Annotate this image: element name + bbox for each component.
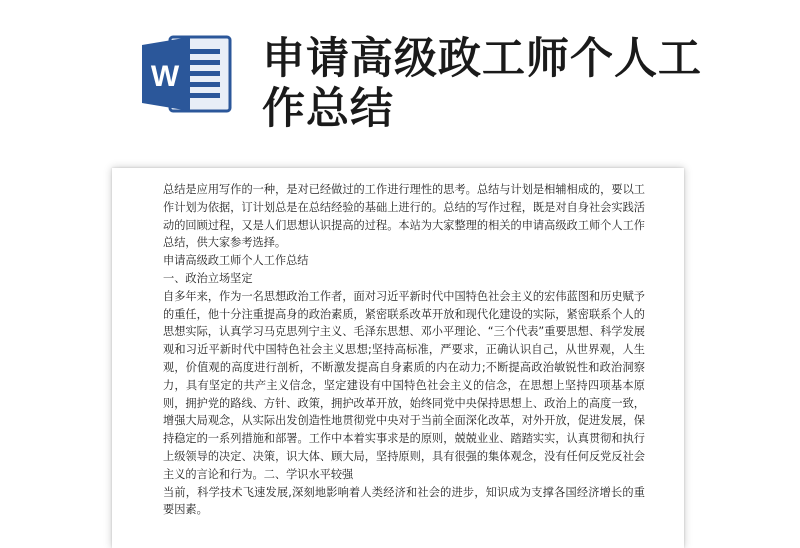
subsection-heading: 一、政治立场坚定 (163, 271, 253, 285)
intro-paragraph: 总结是应用写作的一种，是对已经做过的工作进行理性的思考。总结与计划是相辅相成的，要以工作计划为依据，订计划总是在总结经验的基础上进行的。总结的写作过程，既是对自身社会实践活动的回顾过程，又是人们思想认识提高的过程。本站为大家整理的相关的申请高级政工师个人工作总结，供大家参考选择。 (163, 183, 645, 250)
body-paragraph: 自多年来，作为一名思想政治工作者，面对习近平新时代中国特色社会主义的宏伟蓝图和历史赋予的重任，他十分注重提高身的政治素质，紧密联系改革开放和现代化建设的实际，紧密联系个人的思想实际，认真学习马克思列宁主义、毛泽东思想、邓小平理论、“三个代表”重要思想、科学发展观和习近平新时代中国特色社会主义思想;坚持高标准，严要求，正确认识自己，从世界观，人生观，价值观的高度进行剖析，不断激发提高自身素质的内在动力;不断提高政治敏锐性和政治洞察力，具有坚定的共产主义信念，坚定建设有中国特色社会主义的信念，在思想上坚持四项基本原则，拥护党的路线、方针、政策，拥护改革开放，始终同党中央保持思想上、政治上的高度一致，增强大局观念，从实际出发创造性地贯彻党中央对于当前全面深化改革，对外开放，促进发展，保持稳定的一系列措施和部署。工作中本着实事求是的原则，兢兢业业、踏踏实实，认真贯彻和执行上级领导的决定、决策，识大体、顾大局，坚持原则，具有很强的集体观念，没有任何反党反社会主义的言论和行为。二、学识水平较强 (163, 289, 645, 481)
word-document-icon (140, 33, 233, 115)
document-body (163, 181, 645, 519)
document-title: 申请高级政工师个人工作总结 (262, 34, 702, 134)
word-icon-letter: W (150, 60, 180, 93)
section-heading: 申请高级政工师个人工作总结 (163, 254, 309, 268)
body-paragraph: 当前，科学技术飞速发展,深刻地影响着人类经济和社会的进步，知识成为支撑各国经济增长的重要因素。 (163, 485, 645, 517)
